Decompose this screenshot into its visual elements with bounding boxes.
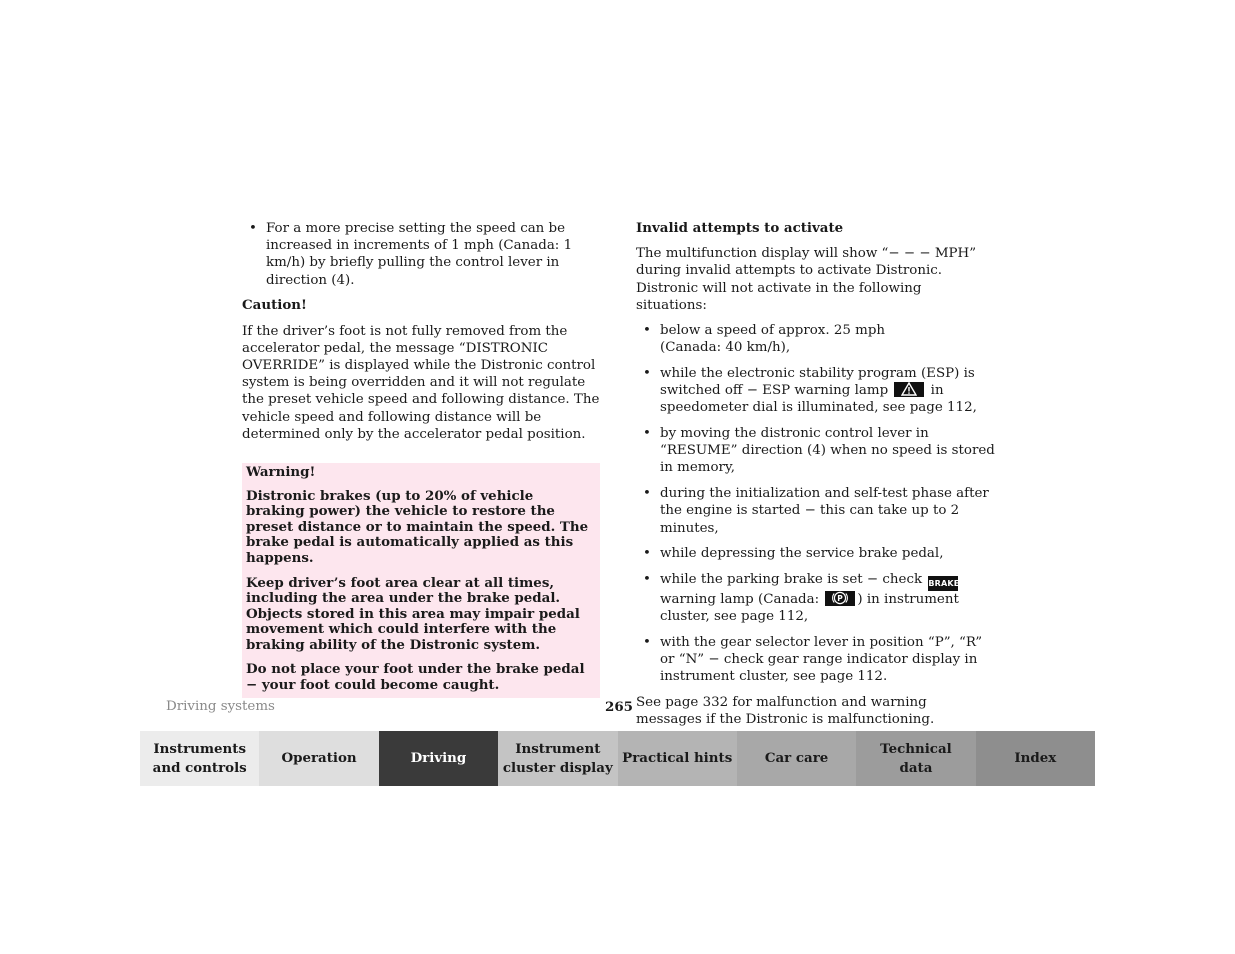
invalid-conditions-list [636,322,996,685]
list-item-text: below a speed of approx. 25 mph [660,323,886,339]
caution-text: If the driver’s foot is not fully removed from the accelerator pedal, the message “DISTRONIC OVERRIDE” is displayed while the Distronic control system is being overridden and it will not regulate the preset vehicle speed and following distance. The vehicle speed and following distance will be determined only by the accelerator pedal position. [242,323,600,442]
list-item: • during the initialization and self-test phase after the engine is started − this can take up to 2 minutes, [636,485,996,537]
footer-section-title: Driving systems [166,699,275,714]
left-column [242,220,600,698]
list-item-text: ) in instrument cluster, see page 112, [660,591,959,625]
list-item-text: warning lamp (Canada: [660,591,820,607]
tab-car-care[interactable]: Car care [737,731,856,786]
brake-lamp-icon: BRAKE [928,576,958,591]
list-item-text: while the parking brake is set − check [660,571,923,587]
page-number: 265 [605,699,633,715]
warning-paragraph: Distronic brakes (up to 20% of vehicle braking power) the vehicle to restore the preset distance or to maintain the speed. The brake pedal is automatically applied as this happens. [246,487,589,566]
tab-operation[interactable]: Operation [259,731,378,786]
intro-bullet-list [242,220,600,289]
list-item-text: (Canada: 40 km/h), [660,340,791,356]
list-item: • while depressing the service brake pedal, [636,545,996,562]
warning-triangle-icon [894,382,924,397]
list-item: • For a more precise setting the speed can be increased in increments of 1 mph (Canada: 1 km/h) by briefly pulling the control lever in direction (4). [242,220,600,289]
section-heading: Invalid attempts to activate [636,220,844,236]
caution-title: Caution! [242,297,307,314]
tab-index[interactable]: Index [976,731,1095,786]
warning-paragraph: Keep driver’s foot area clear at all times, including the area under the brake pedal. Objects stored in this area may impair pedal movement which could interfere with the braking ability of the Distronic system. [246,574,580,653]
chapter-navigation [140,731,1095,786]
list-item-text: in speedometer dial is illuminated, see page 112, [660,383,977,416]
tab-instrument-cluster-display[interactable]: Instrument cluster display [498,731,617,786]
svg-text:P: P [837,593,844,603]
intro-text: The multifunction display will show “− − − MPH” during invalid attempts to activate Distronic. Distronic will not activate in the following situations: [636,246,977,313]
list-item-text: while the electronic stability program (ESP) is switched off − ESP warning lamp [660,365,975,399]
list-item [636,322,996,356]
parking-brake-icon [825,591,855,606]
tab-instruments-and-controls[interactable]: Instruments and controls [140,731,259,786]
tab-driving[interactable]: Driving [379,731,498,786]
tab-technical-data[interactable]: Technical data [856,731,975,786]
warning-paragraph: Do not place your foot under the brake pedal − your foot could become caught. [246,661,585,694]
list-item [636,571,996,625]
tab-practical-hints[interactable]: Practical hints [618,731,737,786]
warning-title: Warning! [246,463,316,480]
outro-text: See page 332 for malfunction and warning messages if the Distronic is malfunctioning. [636,694,935,728]
list-item: • by moving the distronic control lever in “RESUME” direction (4) when no speed is stored in memory, [636,425,996,477]
list-item: • with the gear selector lever in position “P”, “R” or “N” − check gear range indicator display in instrument cluster, see page 112. [636,634,996,686]
right-column [636,220,996,736]
warning-box [242,463,600,698]
list-item [636,365,996,417]
